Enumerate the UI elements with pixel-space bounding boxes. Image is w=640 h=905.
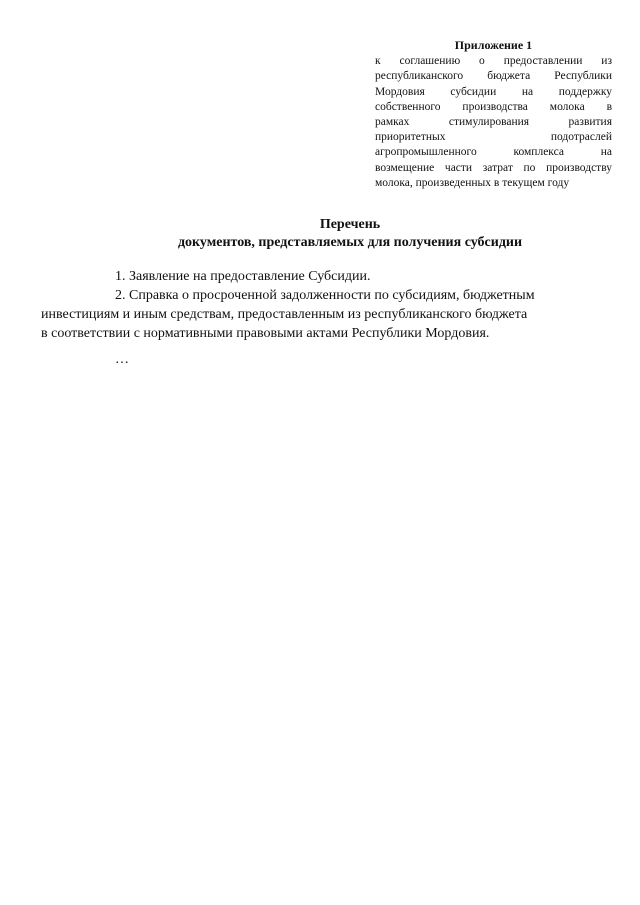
appendix-line: собственного производства молока в [375, 100, 612, 113]
appendix-line: рамках стимулирования развития [375, 116, 612, 129]
list-item [78, 267, 606, 286]
document-title-line1: Перечень [319, 217, 381, 232]
list-item-line: инвестициям и иным средствам, предоставленным из республиканского бюджета [41, 307, 528, 322]
list-item [41, 286, 606, 343]
appendix-line: к соглашению о предоставлении из [375, 55, 612, 68]
appendix-line: возмещение части затрат по производству [375, 161, 612, 174]
list-item-line: 1. Заявление на предоставление Субсидии. [115, 269, 371, 284]
appendix-line: республиканского бюджета Республики [375, 70, 612, 83]
documents-list [41, 267, 606, 343]
ellipsis: … [115, 352, 129, 367]
appendix-line: молока, произведенных в текущем году [375, 176, 570, 189]
appendix-line: Мордовия субсидии на поддержку [375, 85, 612, 98]
appendix-line: агропромышленного комплекса на [375, 146, 612, 159]
list-item-line: 2. Справка о просроченной задолженности по субсидиям, бюджетным [115, 288, 535, 303]
appendix-line: приоритетных подотраслей [375, 131, 612, 144]
document-title-line2: документов, представляемых для получения субсидии [177, 234, 523, 250]
appendix-description [375, 54, 612, 191]
document-title [60, 216, 640, 251]
list-item-line: в соответствии с нормативными правовыми актами Республики Мордовия. [41, 326, 490, 341]
appendix-title: Приложение 1 [454, 38, 533, 52]
appendix-header [375, 38, 612, 191]
